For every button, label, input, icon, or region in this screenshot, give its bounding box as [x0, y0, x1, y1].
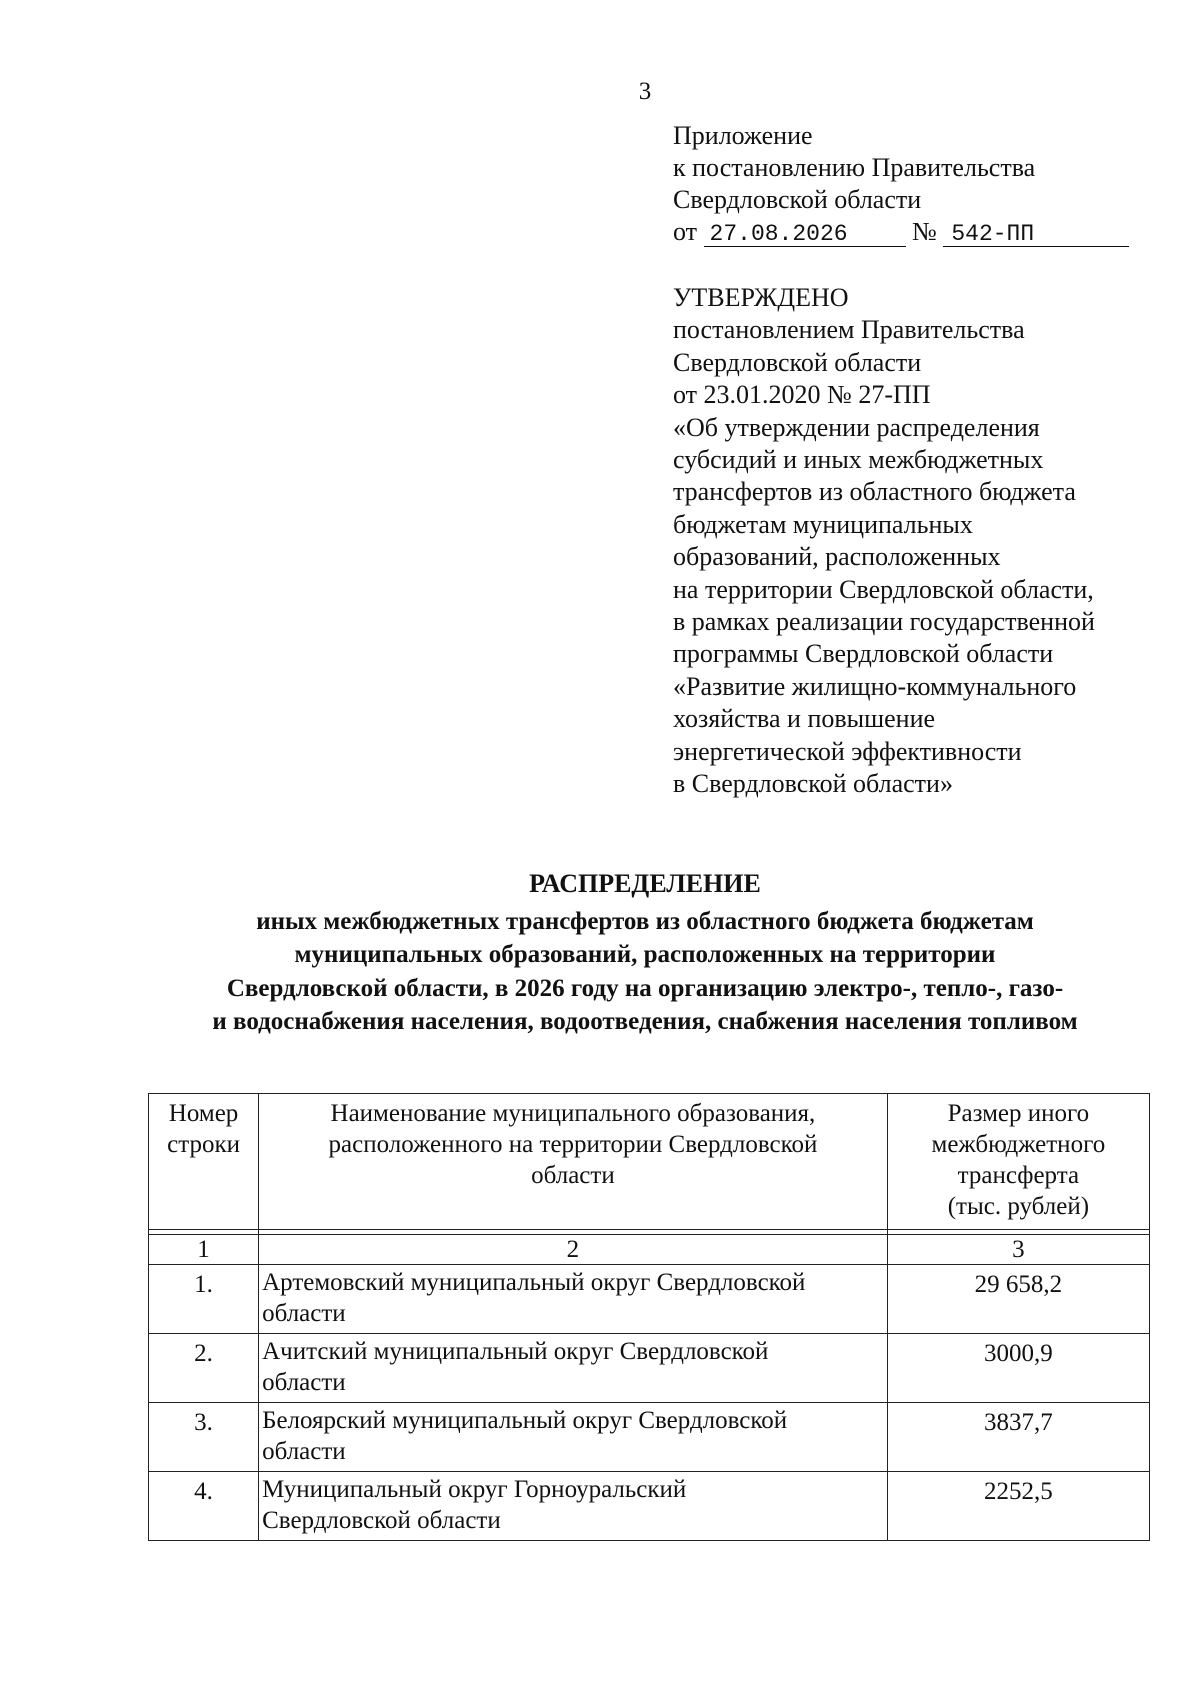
approved-line: Свердловской области [673, 347, 922, 377]
municipality-name: Ачитский муниципальный округ Свердловской области [259, 1334, 888, 1403]
approved-line: на территории Свердловской области, [673, 574, 1094, 604]
table-header-row [149, 1094, 1150, 1230]
municipality-name: Муниципальный округ Горноуральский Свердловской области [259, 1472, 888, 1541]
annex-line: Свердловской области [673, 185, 922, 214]
approved-line: от 23.01.2020 № 27-ПП [673, 380, 931, 410]
transfer-amount: 29 658,2 [887, 1265, 1149, 1334]
number-prefix: № [912, 217, 937, 246]
approved-block [673, 282, 1095, 801]
municipality-name: Артемовский муниципальный округ Свердловской области [259, 1265, 888, 1334]
row-number: 1. [149, 1265, 259, 1334]
transfer-amount: 2252,5 [887, 1472, 1149, 1541]
column-index: 2 [259, 1235, 888, 1265]
approved-line: «Развитие жилищно-коммунального [673, 671, 1077, 701]
distribution-table [148, 1093, 1150, 1541]
title-line: иных межбюджетных трансфертов из областного бюджета бюджетам [256, 907, 1034, 935]
header-name: Наименование муниципального образования, расположенного на территории Свердловской области [259, 1094, 888, 1230]
title-line: муниципальных образований, расположенных на территории [294, 941, 996, 968]
column-index: 3 [887, 1235, 1149, 1265]
approved-line: УТВЕРЖДЕНО [673, 283, 849, 312]
approved-line: бюджетам муниципальных [673, 509, 973, 539]
column-index: 1 [149, 1235, 259, 1265]
title-line: и водоснабжения населения, водоотведения, снабжения населения топливом [212, 1008, 1078, 1035]
approved-line: энергетической эффективности [673, 736, 1022, 766]
approved-line: образований, расположенных [673, 542, 1001, 572]
approved-line: программы Свердловской области [673, 639, 1054, 669]
transfer-amount: 3000,9 [887, 1334, 1149, 1403]
approved-line: в Свердловской области» [673, 769, 953, 799]
approved-line: субсидий и иных межбюджетных [673, 445, 1044, 475]
decree-date: 27.08.2026 [704, 222, 906, 247]
title-main: РАСПРЕДЕЛЕНИЕ [529, 869, 761, 898]
table-row [149, 1403, 1150, 1472]
row-number: 3. [149, 1403, 259, 1472]
page-number: 3 [638, 78, 652, 105]
document-title [140, 867, 1150, 1039]
header-num: Номер строки [149, 1094, 259, 1230]
approved-line: трансфертов из областного бюджета [673, 477, 1076, 507]
annex-date-line [673, 216, 1129, 248]
date-prefix: от [673, 217, 698, 246]
table-row [149, 1265, 1150, 1334]
municipality-name: Белоярский муниципальный округ Свердловской области [259, 1403, 888, 1472]
table-row [149, 1472, 1150, 1541]
approved-line: хозяйства и повышение [673, 704, 936, 734]
row-number: 2. [149, 1334, 259, 1403]
annex-line: Приложение [673, 121, 813, 150]
annex-line: к постановлению Правительства [673, 153, 1036, 182]
title-line: Свердловской области, в 2026 году на организацию электро-, тепло-, газо- [226, 974, 1064, 1002]
approved-line: постановлением Правительства [673, 315, 1025, 345]
transfer-amount: 3837,7 [887, 1403, 1149, 1472]
annex-header [673, 120, 1129, 248]
approved-line: в рамках реализации государственной [673, 607, 1095, 637]
table-row [149, 1334, 1150, 1403]
approved-line: «Об утверждении распределения [673, 412, 1040, 442]
column-index-row [149, 1235, 1150, 1265]
row-number: 4. [149, 1472, 259, 1541]
header-amount: Размер иного межбюджетного трансферта (тыс. рублей) [887, 1094, 1149, 1230]
decree-number: 542-ПП [943, 222, 1129, 247]
